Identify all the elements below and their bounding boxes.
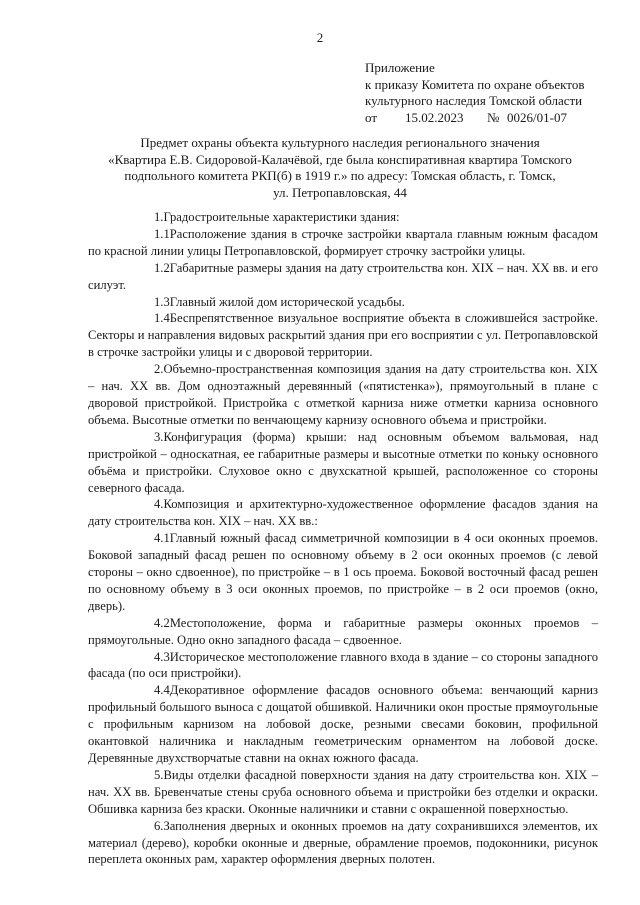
- item-1-3: [88, 294, 598, 311]
- document-body: [88, 209, 598, 868]
- item-4-1: [88, 530, 598, 615]
- appendix-order-line: к приказу Комитета по охране объектов: [365, 76, 585, 92]
- item-number: 4.2: [154, 615, 170, 630]
- item-number: 4.: [154, 497, 164, 512]
- item-number: 1.2: [154, 260, 170, 275]
- item-1: [88, 209, 598, 226]
- item-text: Декоративное оформление фасадов основного объема: венчающий карниз профильный большого выноса с дощатой обшивкой. Наличники окон простые прямоугольные с профильным карнизом на лобовой доске, резными свесами боковин, профильной окантовкой наличника и накладным геометрическим орнаментом на лобовой доске. Деревянные двухстворчатые ставни на окнах южного фасада.: [88, 683, 598, 765]
- appendix-number-sign: №: [487, 109, 500, 125]
- title-line-2: «Квартира Е.В. Сидоровой-Калачёвой, где была конспиративная квартира Томского: [108, 151, 572, 167]
- item-text: Объемно-пространственная композиция здания на дату строительства кон. XIX – нач. XX вв. Дом одноэтажный деревянный («пятистенка»), прямоугольный в плане с дворовой пристройкой. Пристройка с отметкой карниза ниже отметки карниза основного объема. Высотные отметки по венчающему карнизу основного объема и пристройки.: [88, 362, 598, 427]
- item-text: Историческое местоположение главного входа в здание – со стороны западного фасада (по оси пристройки).: [88, 649, 598, 681]
- item-text: Главный южный фасад симметричной композиции в 4 оси оконных проемов. Боковой западный фасад решен по основному объему в 2 оси оконных проемов (с левой стороны – окно сдвоенное), по пристройке – в 1 ось проема. Боковой восточный фасад решен по основному объему в 3 оси оконных проемов, по пристройке – в 2 оси проемов (окно, дверь).: [88, 531, 598, 613]
- item-1-2: [88, 260, 598, 294]
- item-number: 6.: [154, 818, 164, 833]
- appendix-header: [365, 60, 615, 126]
- item-4-4: [88, 682, 598, 767]
- item-6: [88, 818, 598, 869]
- title-line-3: подпольного комитета РКП(б) в 1919 г.» по адресу: Томская область, г. Томск,: [124, 168, 556, 183]
- item-text: Беспрепятственное визуальное восприятие объекта в сложившейся застройке. Секторы и направления видовых раскрытий здания при его восприятии с ул. Петропавловской в строчке застройки улицы и с дворовой территории.: [88, 311, 598, 360]
- item-4: [88, 496, 598, 530]
- appendix-reference: [365, 110, 615, 127]
- item-5: [88, 767, 598, 818]
- item-number: 4.1: [154, 531, 170, 546]
- item-number: 4.4: [154, 683, 170, 698]
- item-text: Композиция и архитектурно-художественное оформление фасадов здания на дату строительства кон. XIX – нач. XX вв.:: [88, 497, 598, 529]
- item-text: Расположение здания в строчке застройки квартала главным южным фасадом по красной линии улицы Петропавловской, формирует строчку застройки улицы.: [88, 226, 598, 258]
- item-text: Заполнения дверных и оконных проемов на дату сохранившихся элементов, их материал (дерево), коробки оконные и дверные, обрамление проемов, подоконники, рисунок переплета оконных рам, характер оформления дверных полотен.: [88, 818, 598, 867]
- item-4-3: [88, 649, 598, 683]
- item-2: [88, 361, 598, 429]
- title-line-1: Предмет охраны объекта культурного наследия регионального значения: [140, 135, 540, 150]
- item-1-1: [88, 226, 598, 260]
- item-number: 3.: [154, 429, 164, 444]
- item-number: 1.1: [154, 226, 170, 241]
- item-number: 5.: [154, 767, 164, 782]
- item-text: Местоположение, форма и габаритные размеры оконных проемов – прямоугольные. Одно окно западного фасада – сдвоенное.: [88, 615, 598, 647]
- appendix-ot: от: [365, 109, 378, 125]
- item-4-2: [88, 615, 598, 649]
- item-3: [88, 429, 598, 497]
- item-text: Габаритные размеры здания на дату строительства кон. XIX – нач. XX вв. и его силуэт.: [88, 260, 598, 292]
- appendix-label: Приложение: [365, 60, 435, 75]
- item-1-4: [88, 310, 598, 361]
- page-number: 2: [316, 30, 324, 45]
- item-number: 1.: [154, 210, 164, 224]
- item-text: Конфигурация (форма) крыши: над основным объемом вальмовая, над пристройкой – односкатная, ее габаритные размеры и высотные отметки по коньку основного объёма и пристройки. Слуховое окно с двухскатной крышей, расположенное со стороны северного фасада.: [88, 429, 598, 495]
- document-title: [60, 135, 620, 201]
- item-text: Главный жилой дом исторической усадьбы.: [169, 294, 405, 309]
- title-line-4: ул. Петропавловская, 44: [273, 184, 407, 200]
- item-text: Градостроительные характеристики здания:: [163, 210, 400, 224]
- item-number: 1.4: [154, 311, 170, 326]
- appendix-committee-line: культурного наследия Томской области: [365, 93, 583, 108]
- appendix-date: 15.02.2023: [405, 109, 464, 125]
- item-number: 2.: [154, 362, 164, 377]
- appendix-number: 0026/01-07: [507, 109, 567, 125]
- item-number: 4.3: [154, 649, 170, 664]
- item-text: Виды отделки фасадной поверхности здания на дату строительства кон. XIX – нач. XX вв. Бревенчатые стены сруба основного объема и пристройки без отделки и окраски. Обшивка карниза без краски. Оконные наличники и ставни с окрашенной поверхностью.: [88, 767, 598, 816]
- item-number: 1.3: [154, 294, 170, 309]
